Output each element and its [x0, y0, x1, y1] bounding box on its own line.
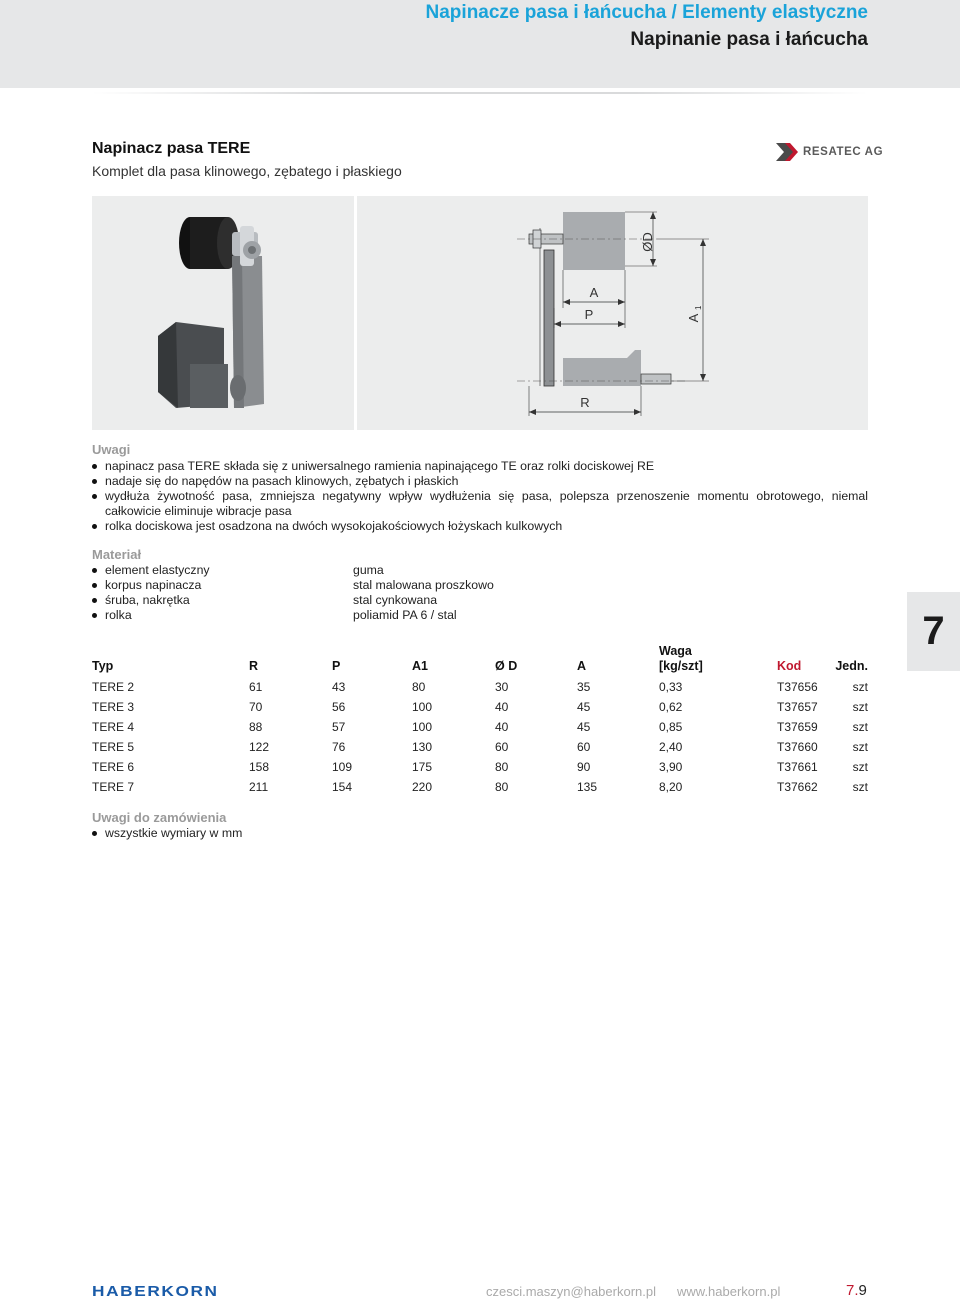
cell-jedn: szt — [852, 700, 868, 714]
haberkorn-logo[interactable]: HABERKORN — [92, 1283, 219, 1300]
dim-label-a1-subscript: 1 — [694, 305, 703, 310]
cell-r: 122 — [249, 740, 270, 754]
page-title: Napinacze pasa i łańcucha / Elementy elastyczne — [425, 2, 868, 23]
notes-heading: Uwagi — [92, 442, 131, 457]
table-row — [92, 777, 868, 797]
cell-typ: TERE 2 — [92, 680, 135, 694]
cell-jedn: szt — [852, 720, 868, 734]
material-value: stal malowana proszkowo — [353, 578, 494, 592]
dim-label-od: ØD — [640, 232, 655, 252]
page-number — [846, 1282, 867, 1299]
cell-od: 80 — [495, 760, 509, 774]
col-header-kod: Kod — [777, 659, 802, 673]
cell-waga: 3,90 — [659, 760, 683, 774]
product-subtitle: Komplet dla pasa klinowego, zębatego i płaskiego — [92, 163, 402, 179]
material-part: śruba, nakrętka — [105, 593, 190, 607]
cell-p: 154 — [332, 780, 353, 794]
cell-jedn: szt — [852, 760, 868, 774]
cell-jedn: szt — [852, 740, 868, 754]
col-header-waga: Waga — [659, 644, 692, 658]
material-value: poliamid PA 6 / stal — [353, 608, 457, 622]
col-header-od: Ø D — [495, 659, 518, 673]
material-value: stal cynkowana — [353, 593, 438, 607]
page-subtitle: Napinanie pasa i łańcucha — [630, 29, 868, 50]
cell-a1: 80 — [412, 680, 426, 694]
col-header-r: R — [249, 659, 259, 673]
list-item: nadaje się do napędów na pasach klinowych, zębatych i płaskich — [92, 474, 868, 489]
cell-kod[interactable]: T37660 — [777, 740, 818, 754]
cell-a: 90 — [577, 760, 591, 774]
cell-a1: 100 — [412, 700, 433, 714]
technical-drawing — [357, 196, 868, 430]
material-heading: Materiał — [92, 547, 142, 562]
cell-a: 45 — [577, 700, 591, 714]
material-row — [92, 563, 868, 578]
cell-a: 35 — [577, 680, 591, 694]
material-part: rolka — [105, 608, 132, 622]
cell-p: 56 — [332, 700, 346, 714]
cell-od: 30 — [495, 680, 509, 694]
dim-label-p: P — [584, 307, 594, 322]
cell-r: 158 — [249, 760, 270, 774]
cell-waga: 0,33 — [659, 680, 683, 694]
material-list — [92, 563, 868, 623]
cell-a1: 100 — [412, 720, 433, 734]
cell-r: 70 — [249, 700, 263, 714]
product-table — [92, 643, 868, 803]
order-notes-list — [92, 826, 868, 841]
dimension-drawing — [357, 196, 868, 430]
list-item: napinacz pasa TERE składa się z uniwersalnego ramienia napinającego TE oraz rolki dociskowej RE — [92, 459, 868, 474]
cell-kod[interactable]: T37662 — [777, 780, 818, 794]
material-row — [92, 578, 868, 593]
table-row — [92, 697, 868, 717]
col-header-a: A — [577, 659, 587, 673]
cell-kod[interactable]: T37657 — [777, 700, 818, 714]
material-part: korpus napinacza — [105, 578, 202, 592]
col-header-waga-unit: [kg/szt] — [659, 659, 703, 673]
cell-a1: 220 — [412, 780, 433, 794]
page-index: 9 — [858, 1282, 867, 1299]
cell-a1: 175 — [412, 760, 433, 774]
cell-od: 40 — [495, 720, 509, 734]
cell-a: 135 — [577, 780, 598, 794]
brand-logo — [776, 143, 883, 161]
footer-email-link[interactable]: czesci.maszyn@haberkorn.pl — [486, 1284, 656, 1299]
list-item: wydłuża żywotność pasa, zmniejsza negatywny wpływ wydłużenia się pasa, polepsza przenoszenie momentu obrotowego, niemal całkowicie eliminuje wibracje pasa — [92, 489, 868, 519]
cell-waga: 0,85 — [659, 720, 683, 734]
page-chapter: 7. — [846, 1282, 859, 1299]
cell-waga: 8,20 — [659, 780, 683, 794]
cell-typ: TERE 6 — [92, 760, 135, 774]
col-header-jedn: Jedn. — [835, 659, 868, 673]
footer-website-link[interactable]: www.haberkorn.pl — [677, 1284, 781, 1299]
table-row — [92, 677, 868, 697]
notes-list — [92, 459, 868, 534]
cell-a: 60 — [577, 740, 591, 754]
list-item: rolka dociskowa jest osadzona na dwóch wysokojakościowych łożyskach kulkowych — [92, 519, 868, 534]
cell-jedn: szt — [852, 780, 868, 794]
col-header-a1: A1 — [412, 659, 428, 673]
cell-od: 40 — [495, 700, 509, 714]
product-photo — [92, 196, 354, 430]
table-row — [92, 757, 868, 777]
cell-typ: TERE 4 — [92, 720, 135, 734]
cell-r: 211 — [249, 780, 269, 794]
header-divider — [92, 92, 868, 94]
cell-r: 61 — [249, 680, 263, 694]
cell-od: 80 — [495, 780, 509, 794]
cell-typ: TERE 5 — [92, 740, 135, 754]
chapter-number: 7 — [922, 609, 945, 653]
list-item: wszystkie wymiary w mm — [92, 826, 868, 841]
cell-p: 43 — [332, 680, 346, 694]
cell-kod[interactable]: T37659 — [777, 720, 818, 734]
cell-r: 88 — [249, 720, 263, 734]
material-row — [92, 593, 868, 608]
cell-waga: 0,62 — [659, 700, 683, 714]
material-value: guma — [353, 563, 384, 577]
cell-od: 60 — [495, 740, 509, 754]
cell-p: 57 — [332, 720, 346, 734]
resatec-logo-icon — [776, 143, 800, 161]
cell-a: 45 — [577, 720, 591, 734]
brand-name: RESATEC AG — [803, 146, 884, 158]
col-header-p: P — [332, 659, 341, 673]
cell-jedn: szt — [852, 680, 868, 694]
cell-p: 76 — [332, 740, 346, 754]
table-row — [92, 717, 868, 737]
cell-p: 109 — [332, 760, 353, 774]
cell-typ: TERE 3 — [92, 700, 135, 714]
product-title: Napinacz pasa TERE — [92, 140, 251, 157]
dim-label-a1: A — [686, 313, 701, 323]
dim-label-r: R — [580, 395, 590, 410]
col-header-typ: Typ — [92, 659, 114, 673]
tensioner-photo-illustration — [92, 196, 354, 430]
table-row — [92, 737, 868, 757]
dim-label-a: A — [589, 285, 599, 300]
order-notes-heading: Uwagi do zamówienia — [92, 810, 227, 825]
material-part: element elastyczny — [105, 563, 210, 577]
cell-kod[interactable]: T37656 — [777, 680, 818, 694]
material-row — [92, 608, 868, 623]
cell-waga: 2,40 — [659, 740, 683, 754]
chapter-tab — [907, 592, 960, 671]
cell-kod[interactable]: T37661 — [777, 760, 818, 774]
cell-typ: TERE 7 — [92, 780, 135, 794]
cell-a1: 130 — [412, 740, 433, 754]
